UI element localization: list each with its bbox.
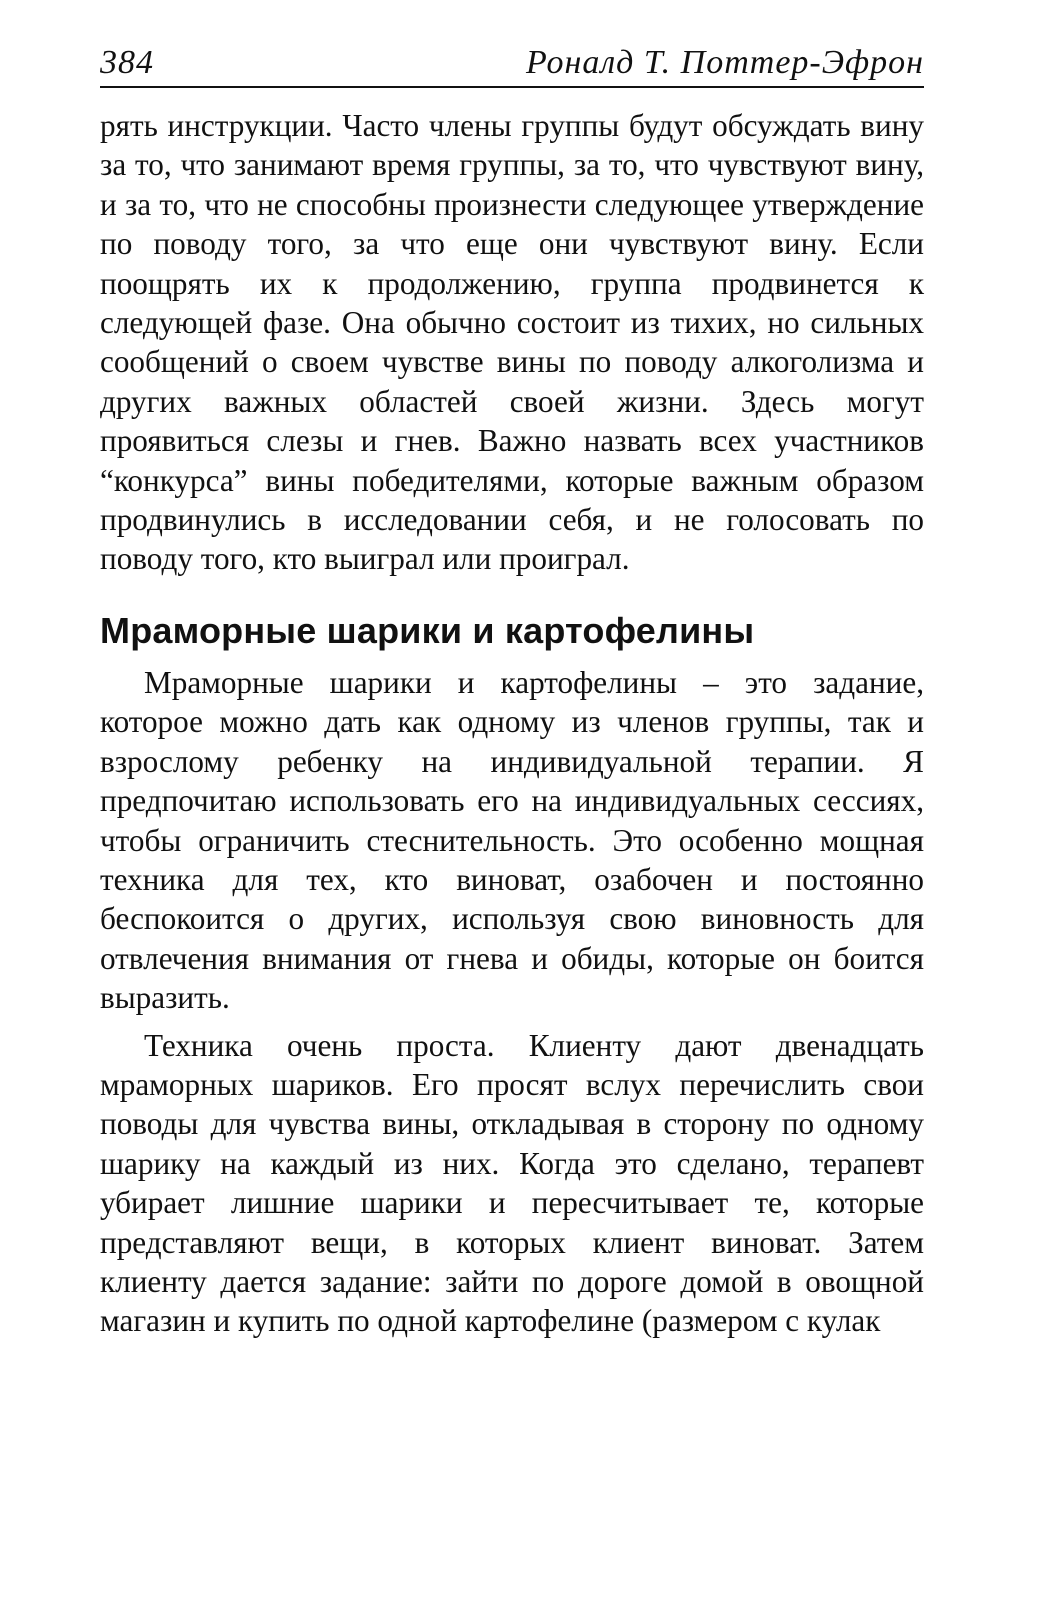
body-text	[100, 106, 924, 1341]
running-title: Роналд Т. Поттер-Эфрон	[525, 44, 924, 81]
paragraph-continued: рять инструкции. Часто члены группы будут обсуждать вину за то, что занимают время группы, за то, что чувствуют вину, и за то, что не способны произнести следующее утверждение по поводу того, за что еще они чувствуют вину. Если поощрять их к продолжению, группа продвинется к следующей фазе. Она обычно состоит из тихих, но сильных сообщений о своем чувстве вины по поводу алкоголизма и других важных областей своей жизни. Здесь могут проявиться слезы и гнев. Важно назвать всех участников “конкурса” вины победителями, которые важным образом продвинулись в исследовании себя, и не голосовать по поводу того, кто выиграл или проиграл.	[100, 108, 924, 577]
book-page	[100, 40, 924, 1560]
section-heading: Мраморные шарики и картофелины	[100, 609, 755, 651]
paragraph: Техника очень проста. Клиенту дают двенадцать мраморных шариков. Его просят вслух перечислить свои поводы для чувства вины, откладывая в сторону по одному шарику на каждый из них. Когда это сделано, терапевт убирает лишние шарики и пересчитывает те, которые представляют вещи, в которых клиент виноват. Затем клиенту дается задание: зайти по дороге домой в овощной магазин и купить по одной картофелине (размером с кулак	[100, 1027, 924, 1339]
paragraph: Мраморные шарики и картофелины – это задание, которое можно дать как одному из членов группы, так и взрослому ребенку на индивидуальной терапии. Я предпочитаю использовать его на индивидуальных сессиях, чтобы ограничить стеснительность. Это особенно мощная техника для тех, кто виноват, озабочен и постоянно беспокоится о других, используя свою виновность для отвлечения внимания от гнева и обиды, которые он боится выразить.	[100, 664, 924, 1016]
page-number: 384	[100, 44, 154, 81]
running-header	[100, 40, 924, 88]
